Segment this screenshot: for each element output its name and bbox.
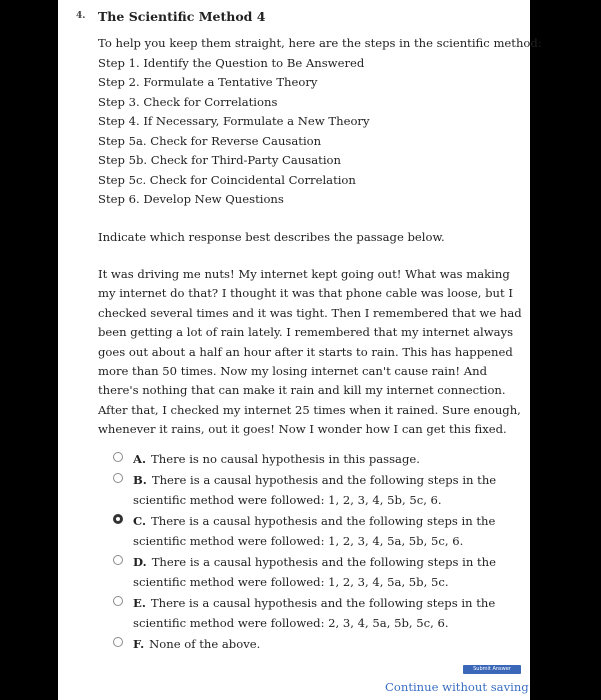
question-title: The Scientific Method 4	[98, 9, 266, 24]
radio-button[interactable]	[113, 596, 123, 606]
step-item: Step 4. If Necessary, Formulate a New Theory	[98, 114, 370, 128]
option-text: There is a causal hypothesis and the following steps in the scientific method were followed: 1, 2, 3, 4, 5a, 5b, 5c, 6.	[133, 513, 496, 548]
option-b[interactable]	[113, 470, 523, 511]
question-number: 4.	[76, 11, 86, 21]
step-item: Step 5a. Check for Reverse Causation	[98, 133, 322, 148]
passage-text: It was driving me nuts! My internet kept going out! What was making my internet do that? I thought it was that phone cable was loose, but I checked several times and it was tight. Then I remembered that we had been getting a lot of rain lately. I remembered that my internet always goes out about a half an hour after it starts to rain. This has happened more than 50 times. Now my losing internet can't cause rain! And there's nothing that can make it rain and kill my internet connection. After that, I checked my internet 25 times when it rained. Sure enough, whenever it rains, out it goes! Now I wonder how I can get this fixed.	[98, 267, 522, 437]
option-text: None of the above.	[149, 636, 261, 651]
radio-button[interactable]	[113, 637, 123, 647]
step-item: Step 1. Identify the Question to Be Answered	[98, 55, 365, 70]
step-item: Step 6. Develop New Questions	[98, 192, 284, 206]
option-text: There is a causal hypothesis and the following steps in the scientific method were followed: 1, 2, 3, 4, 5a, 5b, 5c.	[133, 554, 497, 589]
option-text: There is a causal hypothesis and the following steps in the scientific method were followed: 2, 3, 4, 5a, 5b, 5c, 6.	[133, 595, 496, 630]
radio-button[interactable]	[113, 473, 123, 483]
option-letter: C.	[133, 513, 147, 528]
option-letter: A.	[133, 452, 147, 466]
continue-without-saving-link[interactable]: Continue without saving	[385, 680, 529, 694]
option-c[interactable]	[113, 511, 523, 552]
option-text: There is no causal hypothesis in this passage.	[151, 452, 420, 466]
option-f[interactable]	[113, 634, 523, 655]
answer-options	[113, 449, 523, 654]
option-e[interactable]	[113, 593, 523, 634]
step-item: Step 2. Formulate a Tentative Theory	[98, 75, 318, 89]
submit-answer-button[interactable]: Submit Answer	[463, 665, 521, 674]
steps-list	[98, 34, 542, 210]
question-card	[58, 0, 542, 700]
radio-button-selected[interactable]	[113, 514, 123, 524]
step-item: Step 5c. Check for Coincidental Correlation	[98, 172, 356, 187]
radio-button[interactable]	[113, 555, 123, 565]
instruction-text: Indicate which response best describes the passage below.	[98, 230, 445, 244]
option-letter: B.	[133, 472, 147, 487]
option-letter: D.	[133, 554, 147, 569]
option-a[interactable]	[113, 449, 523, 470]
option-text: There is a causal hypothesis and the following steps in the scientific method were followed: 1, 2, 3, 4, 5b, 5c, 6.	[133, 472, 497, 507]
option-letter: F.	[133, 636, 145, 651]
radio-button[interactable]	[113, 452, 123, 462]
step-item: Step 5b. Check for Third-Party Causation	[98, 153, 341, 167]
option-d[interactable]	[113, 552, 523, 593]
step-item: Step 3. Check for Correlations	[98, 94, 278, 109]
steps-intro: To help you keep them straight, here are the steps in the scientific method:	[98, 36, 542, 50]
option-letter: E.	[133, 595, 146, 610]
